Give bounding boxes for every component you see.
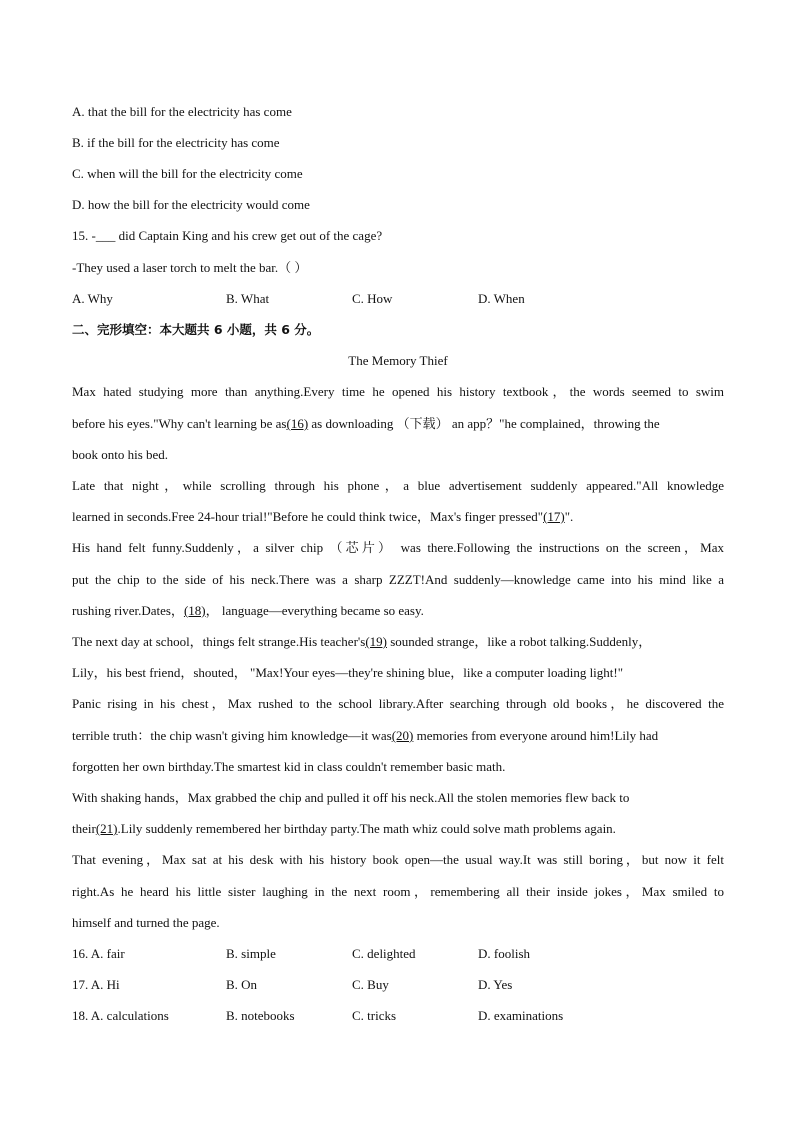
passage-line [72,603,724,619]
passage-text: memories from everyone around him!Lily had [413,728,659,743]
passage-text: before his eyes."Why can't learning be as [72,416,287,431]
blank-16: (16) [286,416,309,431]
passage-line: put the chip to the side of his neck.There was a sharp ZZZT!And suddenly—knowledge came into his mind like a [72,572,724,587]
passage-text: their [72,821,96,836]
q18-option-c: C. tricks [352,1008,397,1023]
passage-line [72,416,724,432]
passage-text: sounded strange，like a robot talking.Suddenly， [386,634,652,649]
q17-option-c: C. Buy [352,977,389,992]
blank-21: (21) [95,821,118,836]
passage-line: His hand felt funny.Suddenly，a silver chip （芯片） was there.Following the instructions on the screen，Max [72,540,724,555]
passage-text: as downloading （下载） an app？"he complained，throwing the [308,416,660,431]
q18-options [72,1008,724,1024]
passage-text: terrible truth：the chip wasn't giving him knowledge—it was [72,728,392,743]
q15-option-b: B. What [226,291,270,306]
passage-title: The Memory Thief [348,353,448,368]
passage-line [72,821,724,837]
passage-text: rushing river.Dates， [72,603,184,618]
passage-line: With shaking hands，Max grabbed the chip and pulled it off his neck.All the stolen memories flew back to [72,790,630,805]
q17-option-d: D. Yes [478,977,513,992]
q14-option-d: D. how the bill for the electricity would come [72,197,310,212]
q15-option-d: D. When [478,291,525,306]
q15-options [72,291,724,307]
q17-options [72,977,724,993]
q16-option-c: C. delighted [352,946,416,961]
passage-line: Late that night，while scrolling through his phone，a blue advertisement suddenly appeared."All knowledge [72,478,724,493]
passage-line: Max hated studying more than anything.Every time he opened his history textbook，the words seemed to swim [72,384,724,399]
passage-text: ， language—everything became so easy. [205,603,424,618]
passage-line: That evening，Max sat at his desk with his history book open—the usual way.It was still boring，but now it felt [72,852,724,867]
q14-option-b: B. if the bill for the electricity has come [72,135,280,150]
q15-option-c: C. How [352,291,393,306]
blank-17: (17) [543,509,565,524]
q18-option-a: 18. A. calculations [72,1008,169,1023]
passage-line: forgotten her own birthday.The smartest kid in class couldn't remember basic math. [72,759,506,774]
passage-text: The next day at school，things felt strange.His teacher's [72,634,366,649]
passage-line: himself and turned the page. [72,915,220,930]
section-heading: 二、完形填空：本大题共 6 小题，共 6 分。 [72,322,320,337]
passage-line [72,728,724,744]
q15-option-a: A. Why [72,291,113,306]
q15-stem: 15. -___ did Captain King and his crew get out of the cage? [72,228,383,243]
q16-option-b: B. simple [226,946,276,961]
q15-answer-line: -They used a laser torch to melt the bar.（ ） [72,260,308,275]
q18-option-b: B. notebooks [226,1008,295,1023]
passage-text: .Lily suddenly remembered her birthday party.The math whiz could solve math problems again. [117,821,616,836]
passage-text: ". [564,509,574,524]
passage-line [72,634,724,650]
q17-option-b: B. On [226,977,258,992]
passage-line: right.As he heard his little sister laughing in the next room，remembering all their inside jokes，Max smiled to [72,884,724,899]
q17-option-a: 17. A. Hi [72,977,120,992]
q14-option-a: A. that the bill for the electricity has come [72,104,292,119]
passage-line: book onto his bed. [72,447,169,462]
q16-options [72,946,724,962]
q18-option-d: D. examinations [478,1008,564,1023]
q14-option-c: C. when will the bill for the electricity come [72,166,303,181]
passage-line: Panic rising in his chest，Max rushed to the school library.After searching through old books，he discovered the [72,696,724,711]
blank-18: (18) [183,603,206,618]
q16-option-a: 16. A. fair [72,946,125,961]
blank-19: (19) [365,634,387,649]
passage-text: learned in seconds.Free 24-hour trial!"Before he could think twice，Max's finger pressed" [72,509,544,524]
blank-20: (20) [391,728,414,743]
passage-line: Lily，his best friend，shouted， "Max!Your eyes—they're shining blue，like a computer loading light!" [72,665,624,680]
q16-option-d: D. foolish [478,946,530,961]
passage-line [72,509,724,525]
